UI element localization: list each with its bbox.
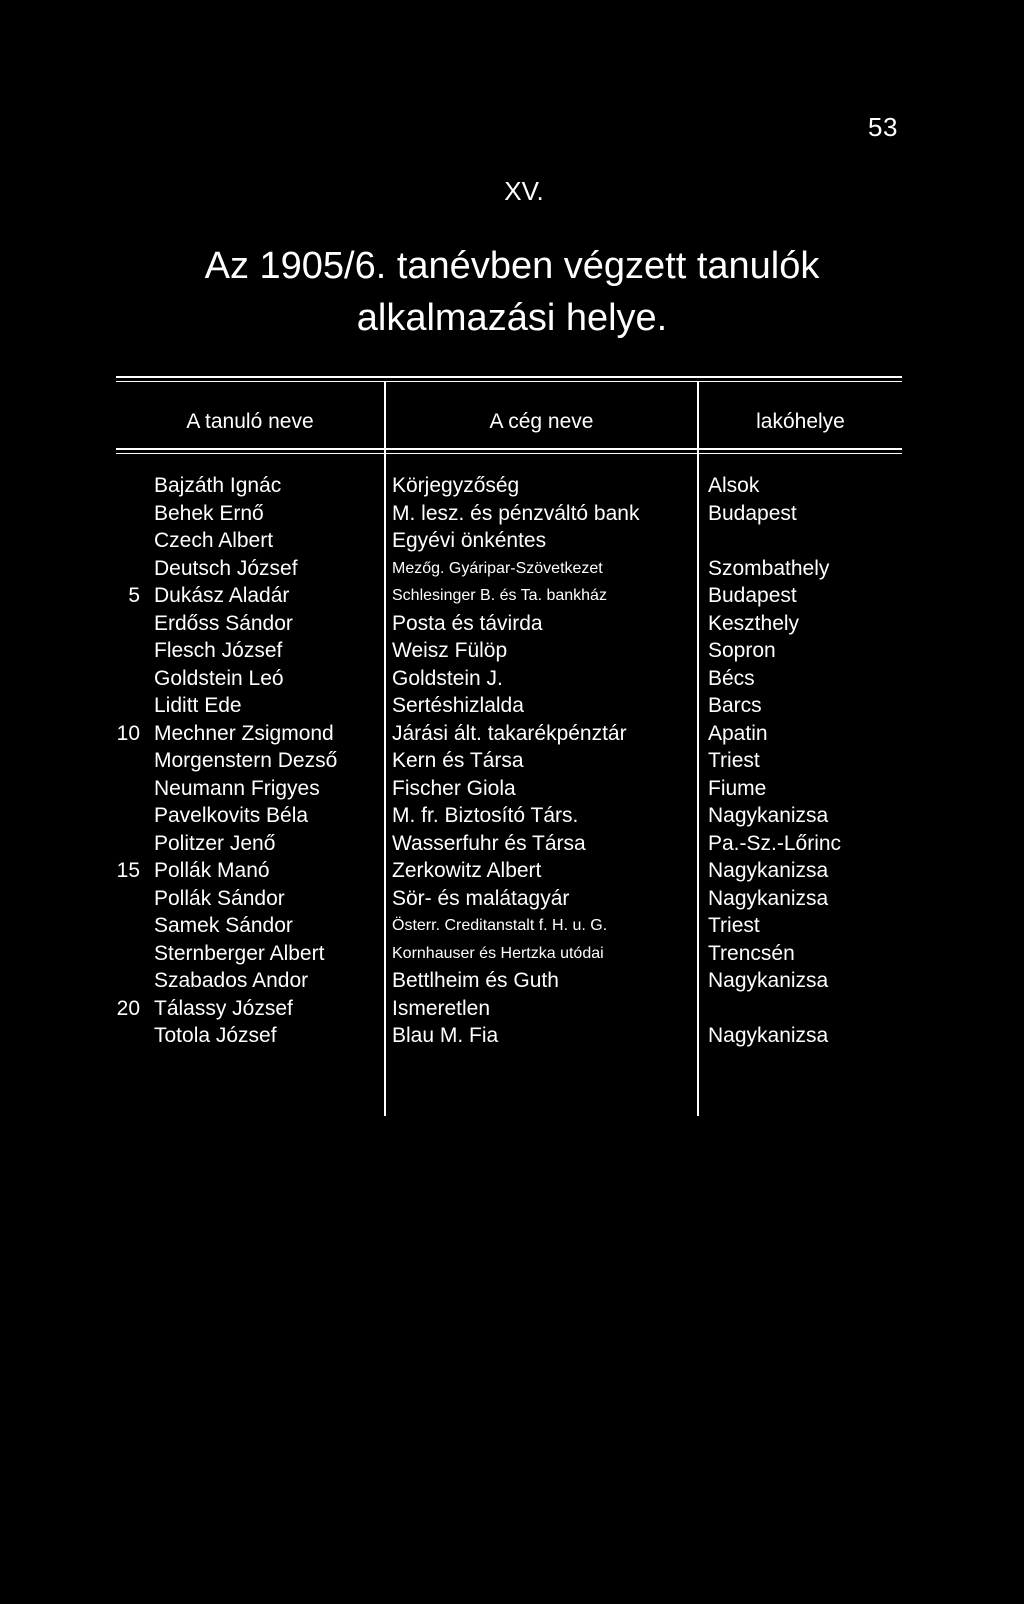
company-name: Kern és Társa (392, 749, 524, 772)
student-name: Pollák Sándor (154, 886, 285, 910)
company-name: Sertéshizlalda (392, 694, 524, 717)
company-name: Posta és távirda (392, 611, 543, 635)
table-row (0, 582, 1024, 610)
table-row (0, 720, 1024, 748)
student-name: Czech Albert (154, 529, 274, 552)
company-name: M. fr. Biztosító Társ. (392, 804, 579, 827)
table-row (0, 775, 1024, 803)
student-name: Samek Sándor (154, 914, 293, 937)
company-name: Ismeretlen (392, 996, 491, 1020)
residence: Bécs (708, 666, 755, 690)
top-rule (116, 376, 902, 378)
company-name: Österr. Creditanstalt f. H. u. G. (392, 917, 608, 934)
residence: Sopron (708, 639, 776, 662)
student-name: Mechner Zsigmond (154, 721, 334, 745)
residence: Alsok (708, 474, 760, 497)
table-row (0, 995, 1024, 1023)
page-title (0, 240, 1024, 344)
student-name: Politzer Jenő (154, 831, 276, 855)
company-name: M. lesz. és pénzváltó bank (392, 501, 640, 525)
header-rule (116, 448, 902, 450)
company-name: Zerkowitz Albert (392, 859, 542, 882)
residence: Keszthely (708, 611, 800, 635)
company-name: Sör- és malátagyár (392, 886, 570, 910)
table-row (0, 912, 1024, 940)
table-row (0, 885, 1024, 913)
student-name: Behek Ernő (154, 501, 264, 525)
company-name: Wasserfuhr és Társa (392, 831, 586, 855)
company-name: Bettlheim és Guth (392, 969, 559, 992)
residence: Triest (708, 914, 760, 937)
table-row (0, 940, 1024, 968)
row-number: 10 (116, 721, 140, 745)
table-row (0, 1022, 1024, 1050)
table-row (0, 637, 1024, 665)
row-number: 20 (116, 996, 140, 1020)
student-name: Erdőss Sándor (154, 611, 293, 635)
residence: Barcs (708, 694, 762, 717)
header-rule-inner (116, 453, 902, 454)
residence: Fiume (708, 776, 767, 800)
table-row (0, 692, 1024, 720)
residence: Pa.-Sz.-Lőrinc (708, 831, 842, 855)
student-name: Pollák Manó (154, 859, 270, 882)
residence: Nagykanizsa (708, 1024, 829, 1047)
student-name: Szabados Andor (154, 969, 309, 992)
table-row (0, 472, 1024, 500)
header-company-name: A cég neve (489, 410, 594, 433)
residence: Budapest (708, 501, 797, 525)
student-name: Morgenstern Dezső (154, 749, 338, 772)
student-name: Totola József (154, 1024, 277, 1047)
student-name: Liditt Ede (154, 694, 242, 717)
table-row (0, 555, 1024, 583)
student-name: Pavelkovits Béla (154, 804, 309, 827)
company-name: Schlesinger B. és Ta. bankház (392, 587, 607, 604)
student-name: Goldstein Leó (154, 666, 284, 690)
student-name: Sternberger Albert (154, 941, 325, 965)
student-name: Bajzáth Ignác (154, 474, 282, 497)
section-number: XV. (504, 176, 544, 206)
student-name: Tálassy József (154, 996, 293, 1020)
residence: Budapest (708, 584, 797, 607)
header-student-name: A tanuló neve (186, 410, 314, 433)
table-row (0, 665, 1024, 693)
residence: Szombathely (708, 556, 830, 580)
residence: Nagykanizsa (708, 969, 829, 992)
table-row (0, 527, 1024, 555)
company-name: Goldstein J. (392, 666, 503, 690)
title-line-2: alkalmazási helye. (356, 297, 668, 339)
residence: Trencsén (708, 941, 795, 965)
company-name: Körjegyzőség (392, 474, 520, 497)
company-name: Blau M. Fia (392, 1024, 499, 1047)
company-name: Mezőg. Gyáripar-Szövetkezet (392, 559, 603, 577)
student-name: Flesch József (154, 639, 283, 662)
table-row (0, 747, 1024, 775)
table-row (0, 802, 1024, 830)
row-number: 5 (128, 584, 140, 607)
table-row (0, 857, 1024, 885)
student-name: Neumann Frigyes (154, 776, 320, 800)
company-name: Weisz Fülöp (392, 639, 508, 662)
company-name: Fischer Giola (392, 776, 516, 800)
page-number: 53 (868, 112, 898, 142)
residence: Nagykanizsa (708, 859, 829, 882)
student-name: Deutsch József (154, 556, 298, 580)
student-name: Dukász Aladár (154, 584, 290, 607)
table-row (0, 830, 1024, 858)
row-number: 15 (116, 859, 140, 882)
header-residence: lakóhelye (756, 410, 845, 433)
residence: Nagykanizsa (708, 804, 829, 827)
residence: Triest (708, 749, 760, 772)
company-name: Egyévi önkéntes (392, 529, 547, 552)
residence: Nagykanizsa (708, 886, 829, 910)
table-row (0, 610, 1024, 638)
top-rule-inner (116, 381, 902, 382)
table-row (0, 500, 1024, 528)
company-name: Járási ált. takarékpénztár (392, 721, 627, 745)
table-body (0, 472, 1024, 1050)
table-row (0, 967, 1024, 995)
residence: Apatin (708, 721, 768, 745)
company-name: Kornhauser és Hertzka utódai (392, 944, 604, 962)
title-line-1: Az 1905/6. tanévben végzett tanulók (204, 245, 820, 287)
